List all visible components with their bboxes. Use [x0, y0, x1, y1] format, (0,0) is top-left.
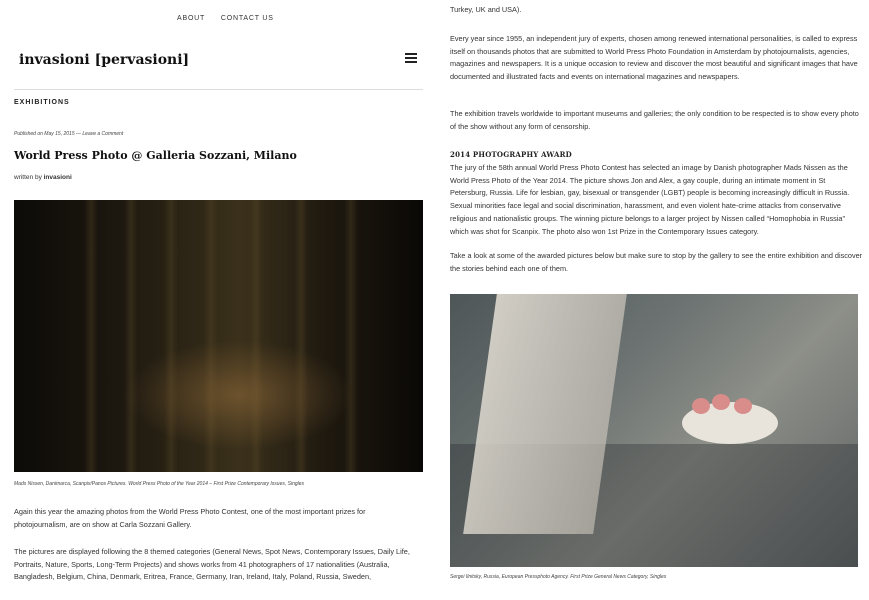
menu-icon[interactable] [405, 53, 417, 63]
paragraph: The jury of the 58th annual World Press Photo Contest has selected an image by Danish photographer Mads Nissen as the World Press Photo of the Year 2014. The picture shows Jon and Alex, a gay couple, during an intimate moment in St Petersburg, Russia. Life for lesbian, gay, bisexual or transgender (LGBT) people is becoming increasingly difficult in Russia. Sexual minorities face legal and social discrimination, harassment, and even violent hate-crime attacks from conservative religious and nationalistic groups. The winning picture belongs to a larger project by Nissen called “Homophobia in Russia” which was shot for Scanpix. The photo also won 1st Prize in the Contemporary Issues category. [450, 163, 850, 236]
site-logo[interactable]: invasioni [pervasioni] [19, 52, 190, 68]
caption-text: World Press Photo of the Year 2014 – First Prize Contemporary Issues, Singles [126, 481, 305, 487]
featured-photo [14, 200, 423, 472]
paragraph: Every year since 1955, an independent jury of experts, chosen among renewed international personalities, is called to express itself on thousands photos that are submitted to World Press Photo Foundation in Amsterdam by photojournalists, agencies, magazines and newspapers. It is a unique occasion to review and discover the most beautiful and significant images that have documented and illustrated facts and events on international magazines and newspapers. [450, 34, 858, 82]
paragraph: Turkey, UK and USA). [450, 5, 522, 14]
divider [14, 89, 423, 90]
photo-caption [450, 574, 666, 580]
photo-caption [14, 481, 304, 487]
paragraph: The pictures are displayed following the 8 themed categories (General News, Spot News, Contemporary Issues, Daily Life, Portraits, Nature, Sports, Long-Term Projects) and shows works from 41 photographers of 17 nationalities (Australia, Bangladesh, Belgium, China, Denmark, Eritrea, France, Germany, Iran, Ireland, Italy, Poland, Russia, Sweden, [14, 547, 410, 582]
caption-text: First Prize General News Category, Singles [568, 574, 667, 580]
section-heading: 2014 PHOTOGRAPHY AWARD [450, 150, 572, 159]
caption-credit: Mads Nissen, Danimarca, Scanpix/Panos Pictures. [14, 481, 127, 487]
category-label[interactable]: EXHIBITIONS [14, 99, 70, 106]
byline [14, 174, 72, 181]
author-link[interactable]: invasioni [43, 174, 72, 181]
paragraph: The exhibition travels worldwide to important museums and galleries; the only condition to be respected is to show every photo of the show without any form of censorship. [450, 109, 859, 131]
top-nav [177, 15, 287, 22]
byline-prefix: written by [14, 174, 44, 181]
nav-contact[interactable]: CONTACT US [220, 15, 274, 22]
post-title: World Press Photo @ Galleria Sozzani, Milano [14, 149, 297, 162]
paragraph: Take a look at some of the awarded pictures below but make sure to stop by the gallery to see the entire exhibition and discover the stories behind each one of them. [450, 251, 863, 273]
paragraph: Again this year the amazing photos from the World Press Photo Contest, one of the most important prizes for photojournalism, are on show at Carla Sozzani Gallery. [14, 507, 366, 529]
right-column [438, 0, 869, 600]
post-meta: Published on May 15, 2015 — Leave a Comment [14, 131, 124, 137]
caption-credit: Sergei Ilnitsky, Russia, European Pressphoto Agency. [450, 574, 569, 580]
nav-about[interactable]: ABOUT [177, 15, 206, 22]
award-photo [450, 294, 858, 567]
